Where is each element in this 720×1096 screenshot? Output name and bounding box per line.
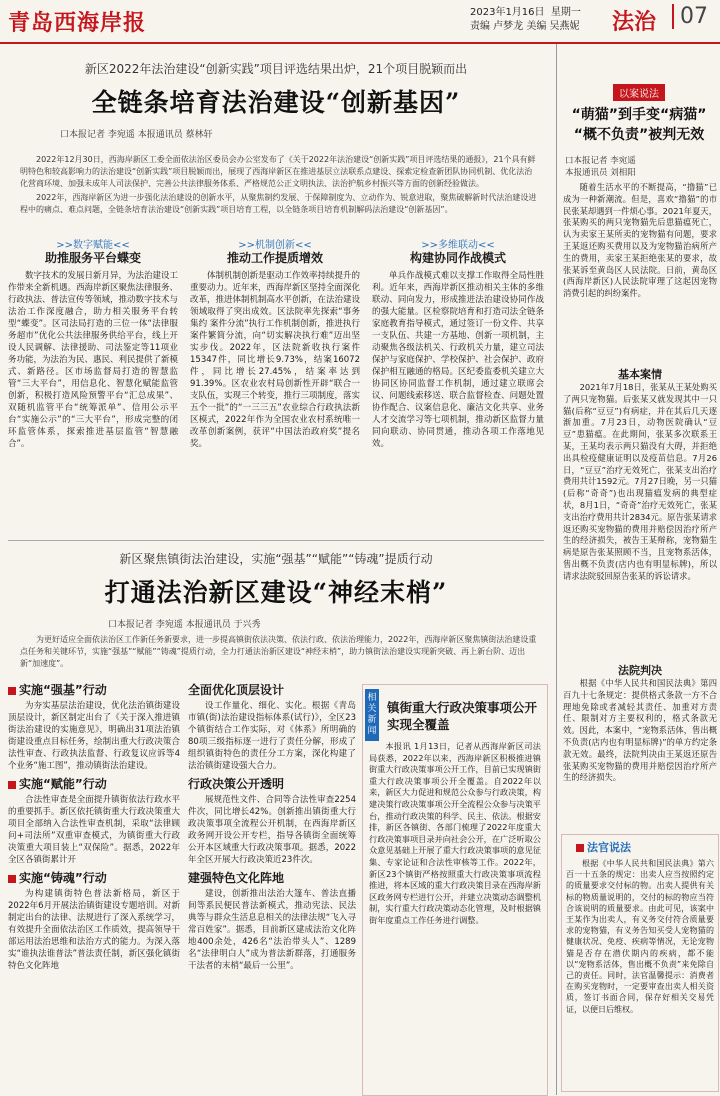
sec5-text: 展规范性文件、合同等合法性审查2254件次，同比增长42%。创新推出镇街重大行政决策事项全流程公开机制，在西海岸新区政务网开设公开专栏，指导各镇街全面统筹公开本区域重大行政决策事项。据悉，2022年全区开展大行政决策近23件次。 bbox=[188, 795, 356, 865]
article-1-lead-p1: 2022年12月30日，西海岸新区工委全面依法治区委员会办公室发布了《关于2022年法治建设“创新实践”项目评选结果的通报》，21个具有鲜明特色和较高影响力的法治建设“创新实践”项目脱颖而出，展现了西海岸新区在推进基层立法联系点建设、探索定检查新团队协同机制、优化法治化营商环境、加强未成年人司法保护、完善公共法律服务体系、严格规范公正文明执法、法治护航乡村振兴等方面的创新经验做法。 bbox=[20, 155, 536, 188]
article-1-lead-p2: 2022年，西海岸新区为进一步强化法治建设的创新水平，从聚焦制约发展、于保障制度为、立动作为、锐意进取，聚焦破解新时代法治建设进程中的痛点、难点问题，全链条培育法治建设“创新实践”项目培育工程，以全链条项目培育机制解码法治建设“创新基因”。 bbox=[20, 193, 537, 214]
col-1-text: 数字技术的发展日新月异，为法治建设工作带来全新机遇。西海岸新区聚焦法律服务、行政执法、普法宣传等领域，推动数字技术与法治工作深度融合，助力相关服务平台转型“蝶变”。区司法局打造的三位一体“法律服务超市”优化公共法律服务供给平台，线上开设人民调解、法律援助、司法鉴定等11项业务功能，为法治为民、惠民、利民提供了新模式、新路径。区市场监督局打造的智慧监管“三大平台”，用信息化、智慧化赋能监管创新，积极打造风险预警平台“汇总成果”、双随机监管平台“统筹派单”、信用公示平台“实施公示”的“三大平台”，形成完整的闭环监管体系，探索推进基层监管“智慧融合”。 bbox=[8, 271, 179, 449]
bullet-icon bbox=[8, 875, 16, 883]
bullet-icon bbox=[8, 687, 16, 695]
ruling-title: 法院判决 bbox=[618, 664, 662, 677]
divider bbox=[8, 540, 544, 541]
article-3-body bbox=[369, 741, 541, 927]
col-1-title: 助推服务平台蝶变 bbox=[44, 251, 141, 265]
case-byline-1: 口本报记者 李宛遥 bbox=[565, 156, 636, 166]
article-3-text: 本报讯 1月13日，记者从西海岸新区司法局获悉，2022年以来，西海岸新区积极推进镇街重大行政决策事项公开工作，目前已实现镇街重大行政决策事项公开全覆盖。自2022年以来，新区大力促进和规范公众参与行政决策，构建决策行政决策事项公开全流程公众参与决策平台，推动行政决策的科学、民主、依法。根据安排，新区各镇街、各部门梳理了2022年度重大行政决策事项目录并向社会公开，在广泛听取公众意见基础上开展了重大行政决策事项的意见征集、专家论证和合法性审核等工作。2022年，新区23个镇街严格按照重大行政决策事项流程推进，将本区域的重大行政决策目录在西海岸新区政务网专栏进行公开，并建立决策动态调整机制，实行重大行政决策动态化管理，及时根据镇街年度重点工作任务进行调整。 bbox=[369, 741, 541, 925]
col-1-tag: >>数字赋能<< bbox=[56, 240, 130, 251]
sec3-text: 为构建镇街特色普法新格局，新区于2022年6月开展法治镇街建设专题培训。对新制定出台的法律、法规进行了深入系统学习，有效提升全面依法治区工作质效，提高领导干部运用法治思维和法治方式的能力。为深入落实“谁执法谁普法”普法责任制，新区强化镇街特色文化阵地 bbox=[8, 889, 180, 971]
right-column bbox=[556, 44, 720, 1095]
sec4-title: 全面优化顶层设计 bbox=[188, 683, 285, 697]
article-1-headline: 全链条培育法治建设“创新基因” bbox=[91, 88, 461, 117]
case-intro: 随着生活水平的不断提高，“撸猫”已成为一种新潮流。但是，喜欢“撸猫”的市民张某却遇到一件烦心事。2021年夏天，张某购买的两只宠物猫先后患猫瘟死亡，认为卖家王某所卖的宠物猫有问题，要求王某返还购买费用以及为宠物猫治病所产生的费用，卖家王某拒绝张某的要求，故张某诉至黄岛区人民法院。日前，黄岛区(西海岸新区)人民法院审理了这起因宠物消费引起的纠纷案件。 bbox=[563, 182, 717, 299]
related-news-label: 相关新闻 bbox=[365, 689, 379, 741]
sec3-title: 实施“铸魂”行动 bbox=[19, 871, 107, 885]
col-3-tag: >>多维联动<< bbox=[421, 240, 495, 251]
article-2-byline: 口本报记者 李宛遥 本报通讯员 于兴秀 bbox=[108, 620, 261, 630]
case-headline-1: “萌猫”到手变“病猫” bbox=[571, 107, 707, 123]
article-2-lead-box bbox=[20, 634, 540, 670]
sec6-title: 建强特色文化阵地 bbox=[188, 871, 285, 885]
case-facts-title: 基本案情 bbox=[618, 368, 662, 381]
col-3-title: 构建协同作战模式 bbox=[409, 251, 506, 265]
issue-meta bbox=[470, 6, 581, 34]
article-2-headline: 打通法治新区建设“神经末梢” bbox=[104, 578, 448, 607]
issue-date: 2023年1月16日 bbox=[470, 7, 545, 18]
article-2-header bbox=[8, 550, 544, 630]
judge-comment-title: 法官说法 bbox=[587, 841, 631, 854]
article-3-headline: 镇街重大行政决策事项公开实现全覆盖 bbox=[387, 700, 538, 732]
article-2-lead: 为更好适应全面依法治区工作新任务新要求，进一步提高镇街依法决策、依法行政、依法治理能力，2022年，西海岸新区聚焦镇街法治建设重点任务和关键环节，实施“强基”“赋能”“铸魂”提质行动，全力打通法治新区建设“神经末梢”，助力镇街法治建设实现新突破、再上新台阶、迈出新“加速度”。 bbox=[20, 635, 537, 668]
case-headline-2: “概不负责”被判无效 bbox=[573, 127, 705, 143]
article-1-col-3 bbox=[372, 240, 544, 450]
case-byline-2: 本报通讯员 刘相阳 bbox=[565, 168, 636, 178]
judge-comment-text: 根据《中华人民共和国民法典》第六百一十五条的规定：出卖人应当按照约定的质量要求交付标的物。出卖人提供有关标的物质量说明的，交付的标的物应当符合该说明的质量要求。由此可见，该案中王某作为出卖人，有义务交付符合质量要求的宠物猫，有义务告知买受人宠物猫的健康状况、免疫、疾病等情况，无论宠物猫是否存在潜伏期内的疾病，都不能以“宠物系活体，售出概不负责”来免除自己的责任。同时，法官温馨提示：消费者在购买宠物时，一定要审查出卖人相关资质，签订书面合同，保存好相关交易凭证，以便日后维权。 bbox=[566, 859, 714, 1014]
case-facts-block bbox=[563, 382, 717, 583]
issue-weekday: 星期一 bbox=[550, 7, 581, 18]
col-3-text: 单兵作战模式难以支撑工作取得全局性胜利。近年来，西海岸新区推动相关主体的多维联动、同向发力，形成推进法治建设协同作战的强大能量。区检察院培育和打造司法全链条家庭教育指导模式，通过签订一份文件、共享一支队伍、共建一方基地、创新一项机制，主动聚焦各级法机关、行政机关力量，建立司法保护与家庭保护、学校保护、社会保护、政府保护相互融通的格局。区纪委监委机关建立大协同区协同监督工作机制，通过建立联席会议、问题线索移送、联合监督检查、问题处置协作配合、议案信息化、廉洁文化共享、业务人才交流学习等七项机制，推动新区监督力量同向联动、协同贯通，推动各项工作落地见效。 bbox=[372, 271, 544, 449]
related-news-box bbox=[362, 684, 548, 1096]
editor-credits: 责编 卢梦龙 美编 吴燕妮 bbox=[470, 21, 580, 32]
page-number: 07 bbox=[672, 4, 708, 29]
col-2-text: 体制机制创新是驱动工作效率持续提升的重要动力。近年来，西海岸新区坚持全面深化改革，推进体制机制高水平创新，在法治建设领域取得了突出成效。区法院率先探索“事务集约 案件分流”执行工作机制创新，推进执行案件繁简分流，向“切实解决执行难”迈出坚实步伐。2022年，区法院新收执行案件15347件，同比增长9.73%，结案16072件，同比增长27.45%，结案率达到91.39%。区农业农村局创新性开辟“联合一支队伍，实现三个转变，推行三项制度，落实五个一批”的“一三三五”农业综合行政执法新区模式，2022年作为全国农业农村系统唯一改革创新案例，获评“中国法治政府奖”提名奖。 bbox=[190, 271, 361, 449]
section-name: 法治 bbox=[612, 10, 657, 35]
article-1-byline: 口本报记者 李宛遥 本报通讯员 蔡林轩 bbox=[60, 130, 213, 140]
case-column-tag: 以案说法 bbox=[613, 84, 665, 101]
article-1-subhead: 新区2022年法治建设“创新实践”项目评选结果出炉，21个项目脱颖而出 bbox=[84, 62, 468, 76]
article-1-lead bbox=[20, 154, 540, 216]
sec2-text: 合法性审查是全面提升镇街依法行政水平的重要抓手。新区依托镇街重大行政决策重大项目全部纳入合法性审查机制，采取“法律顾问+司法所”双重审查模式，为镇街重大行政决策重大项目装上“双保险”。据悉，2022年全区各镇街累计开 bbox=[8, 795, 180, 865]
ruling-block bbox=[563, 678, 717, 784]
bullet-icon bbox=[576, 844, 584, 852]
sec4-text: 设工作量化、细化、实化。根据《青岛市镇(街)法治建设指标体系(试行)》，全区23个镇街结合工作实际，对《体系》所明确的80项三级指标逐一进行了责任分解，形成了组织镇街特色的责任分工方案，深化构建了法治镇街建设强大合力。 bbox=[188, 701, 356, 771]
article-1-col-1 bbox=[8, 240, 178, 450]
ruling-text: 根据《中华人民共和国民法典》第四百九十七条规定：提供格式条款一方不合理地免除或者减轻其责任、加重对方责任、限制对方主要权利的，格式条款无效。因此，本案中，“宠物系活体，售出概不负责(店内也有明显标牌)”的单方约定条款无效。最终，法院判决由王某返还原告张某购买宠物猫的费用并赔偿因治疗所产生的经济损失。 bbox=[563, 678, 717, 783]
case-intro-block bbox=[563, 182, 717, 300]
judge-comment-box bbox=[561, 834, 719, 1092]
col-2-title: 推动工作提质增效 bbox=[226, 251, 323, 265]
article-2-subhead: 新区聚焦镇街法治建设，实施“强基”“赋能”“铸魂”提质行动 bbox=[119, 552, 433, 566]
masthead bbox=[0, 0, 720, 44]
article-1-header bbox=[8, 60, 544, 140]
bullet-icon bbox=[8, 781, 16, 789]
article-2-col-1 bbox=[8, 684, 180, 972]
main-content bbox=[0, 44, 552, 1095]
sec1-title: 实施“强基”行动 bbox=[19, 683, 107, 697]
article-1-col-2 bbox=[190, 240, 360, 450]
newspaper-logo: 青岛西海岸报 bbox=[8, 10, 147, 36]
case-facts-text: 2021年7月18日，张某从王某处购买了两只宠物猫。后张某又就发现其中一只猫(后称“豆豆”)有病症，并在其后几天逐渐加重。7月23日，动物医院确认“豆豆”患猫瘟。在此期间，张某多次联系王某，王某均表示两只猫没有大碍，并拒绝出具检疫健康证明以及疫苗信息。7月26日，“豆豆”治疗无效死亡，张某支出治疗费用共计1592元。7月27日晚，另一只猫(后称“奇奇”)也出现猫瘟发病的典型症状，8月1日，“奇奇”治疗无效死亡，张某支出治疗费用共计2834元。原告张某请求返还购买宠物猫的费用并赔偿因治疗所产生的经济损失，被告王某辩称，宠物猫生病是原告张某照顾不当，且宠物系活体，售出概不负责(店内也有明显标牌)，所以请求法院驳回原告张某的诉讼请求。 bbox=[563, 382, 717, 581]
article-2-col-2 bbox=[188, 684, 356, 972]
col-2-tag: >>机制创新<< bbox=[238, 240, 312, 251]
sec6-text: 建设，创新推出法治大篷车、普法直播间等系民便民普法新模式，推动宪法、民法典等与群众生活息息相关的法律法规“飞入寻常百姓家”。据悉，目前新区建成法治文化阵地400余处，426名“法治带头人”、1289名“法律明白人”成为普法新群落，打通服务干法者的末梢“最后一公里”。 bbox=[188, 889, 356, 971]
sec5-title: 行政决策公开透明 bbox=[188, 777, 285, 791]
sec2-title: 实施“赋能”行动 bbox=[19, 777, 107, 791]
sec1-text: 为夯实基层法治建设，优化法治镇街建设顶层设计，新区制定出台了《关于深入推进镇街法治建设的实施意见》，明确出31项法治镇街建设重点目标任务，绘制出重大行政决策合法性审查、行政执法监督、行政复议应诉等4个业务“施工图”，推动镇街法治建设。 bbox=[8, 701, 180, 771]
